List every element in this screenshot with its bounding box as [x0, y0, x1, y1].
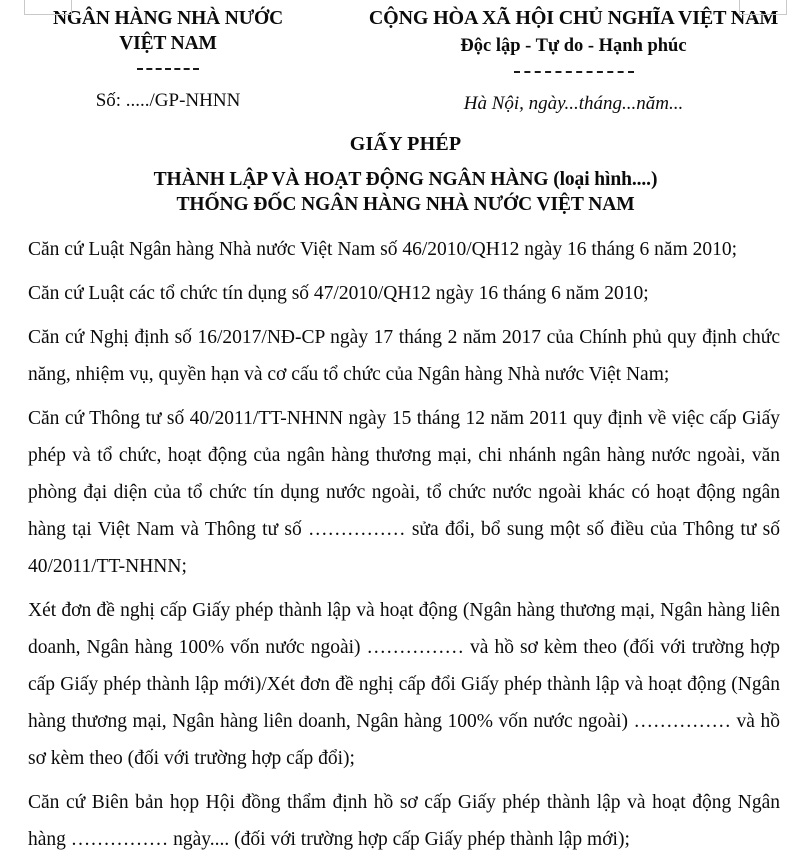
body-paragraph: Căn cứ Thông tư số 40/2011/TT-NHNN ngày 15 tháng 12 năm 2011 quy định về việc cấp Giấy phép và tổ chức, hoạt động của ngân hàng thương mại, chi nhánh ngân hàng nước ngoài, văn phòng đại diện của tổ chức tín dụng nước ngoài, tổ chức nước ngoài khác có hoạt động ngân hàng tại Việt Nam và Thông tư số …………… sửa đổi, bổ sung một số điều của Thông tư số 40/2011/TT-NHNN; — [28, 408, 780, 577]
national-heading-block — [336, 6, 811, 117]
body-paragraph: Căn cứ Luật Ngân hàng Nhà nước Việt Nam số 46/2010/QH12 ngày 16 tháng 6 năm 2010; — [28, 239, 738, 260]
national-name: CỘNG HÒA XÃ HỘI CHỦ NGHĨA VIỆT NAM — [368, 7, 779, 29]
issuing-authority-title: THỐNG ĐỐC NGÂN HÀNG NHÀ NƯỚC VIỆT NAM — [176, 194, 635, 215]
agency-name-line-2: VIỆT NAM — [119, 33, 217, 54]
body-paragraph: Xét đơn đề nghị cấp Giấy phép thành lập và hoạt động (Ngân hàng thương mại, Ngân hàng liên doanh, Ngân hàng 100% vốn nước ngoài) …………… và hồ sơ kèm theo (đối với trường hợp cấp Giấy phép thành lập mới)/Xét đơn đề nghị cấp đổi Giấy phép thành lập và hoạt động (Ngân hàng thương mại, Ngân hàng liên doanh, Ngân hàng 100% vốn nước ngoài) …………… và hồ sơ kèm theo (đối với trường hợp cấp đổi); — [28, 600, 780, 769]
body-paragraph: Căn cứ Biên bản họp Hội đồng thẩm định hồ sơ cấp Giấy phép thành lập và hoạt động Ngân hàng …………… ngày.... (đối với trường hợp cấp Giấy phép thành lập mới); — [28, 792, 780, 850]
agency-separator-rule — [137, 68, 199, 70]
document-number: Số: ...../GP-NHNN — [95, 90, 241, 111]
agency-name-line-1: NGÂN HÀNG NHÀ NƯỚC — [52, 8, 284, 29]
national-motto: Độc lập - Tự do - Hạnh phúc — [460, 36, 687, 56]
issuing-agency-block — [0, 6, 336, 114]
document-body — [28, 231, 780, 858]
place-and-date: Hà Nội, ngày...tháng...năm... — [463, 93, 684, 114]
document-title-block — [0, 131, 811, 217]
document-title: GIẤY PHÉP — [349, 133, 462, 155]
national-separator-rule — [514, 71, 634, 73]
document-masthead — [0, 0, 811, 117]
document-subject-title: THÀNH LẬP VÀ HOẠT ĐỘNG NGÂN HÀNG (loại hình....) — [153, 169, 658, 190]
body-paragraph: Căn cứ Nghị định số 16/2017/NĐ-CP ngày 17 tháng 2 năm 2017 của Chính phủ quy định chức năng, nhiệm vụ, quyền hạn và cơ cấu tổ chức của Ngân hàng Nhà nước Việt Nam; — [28, 327, 780, 385]
body-paragraph: Căn cứ Luật các tổ chức tín dụng số 47/2010/QH12 ngày 16 tháng 6 năm 2010; — [28, 283, 649, 304]
